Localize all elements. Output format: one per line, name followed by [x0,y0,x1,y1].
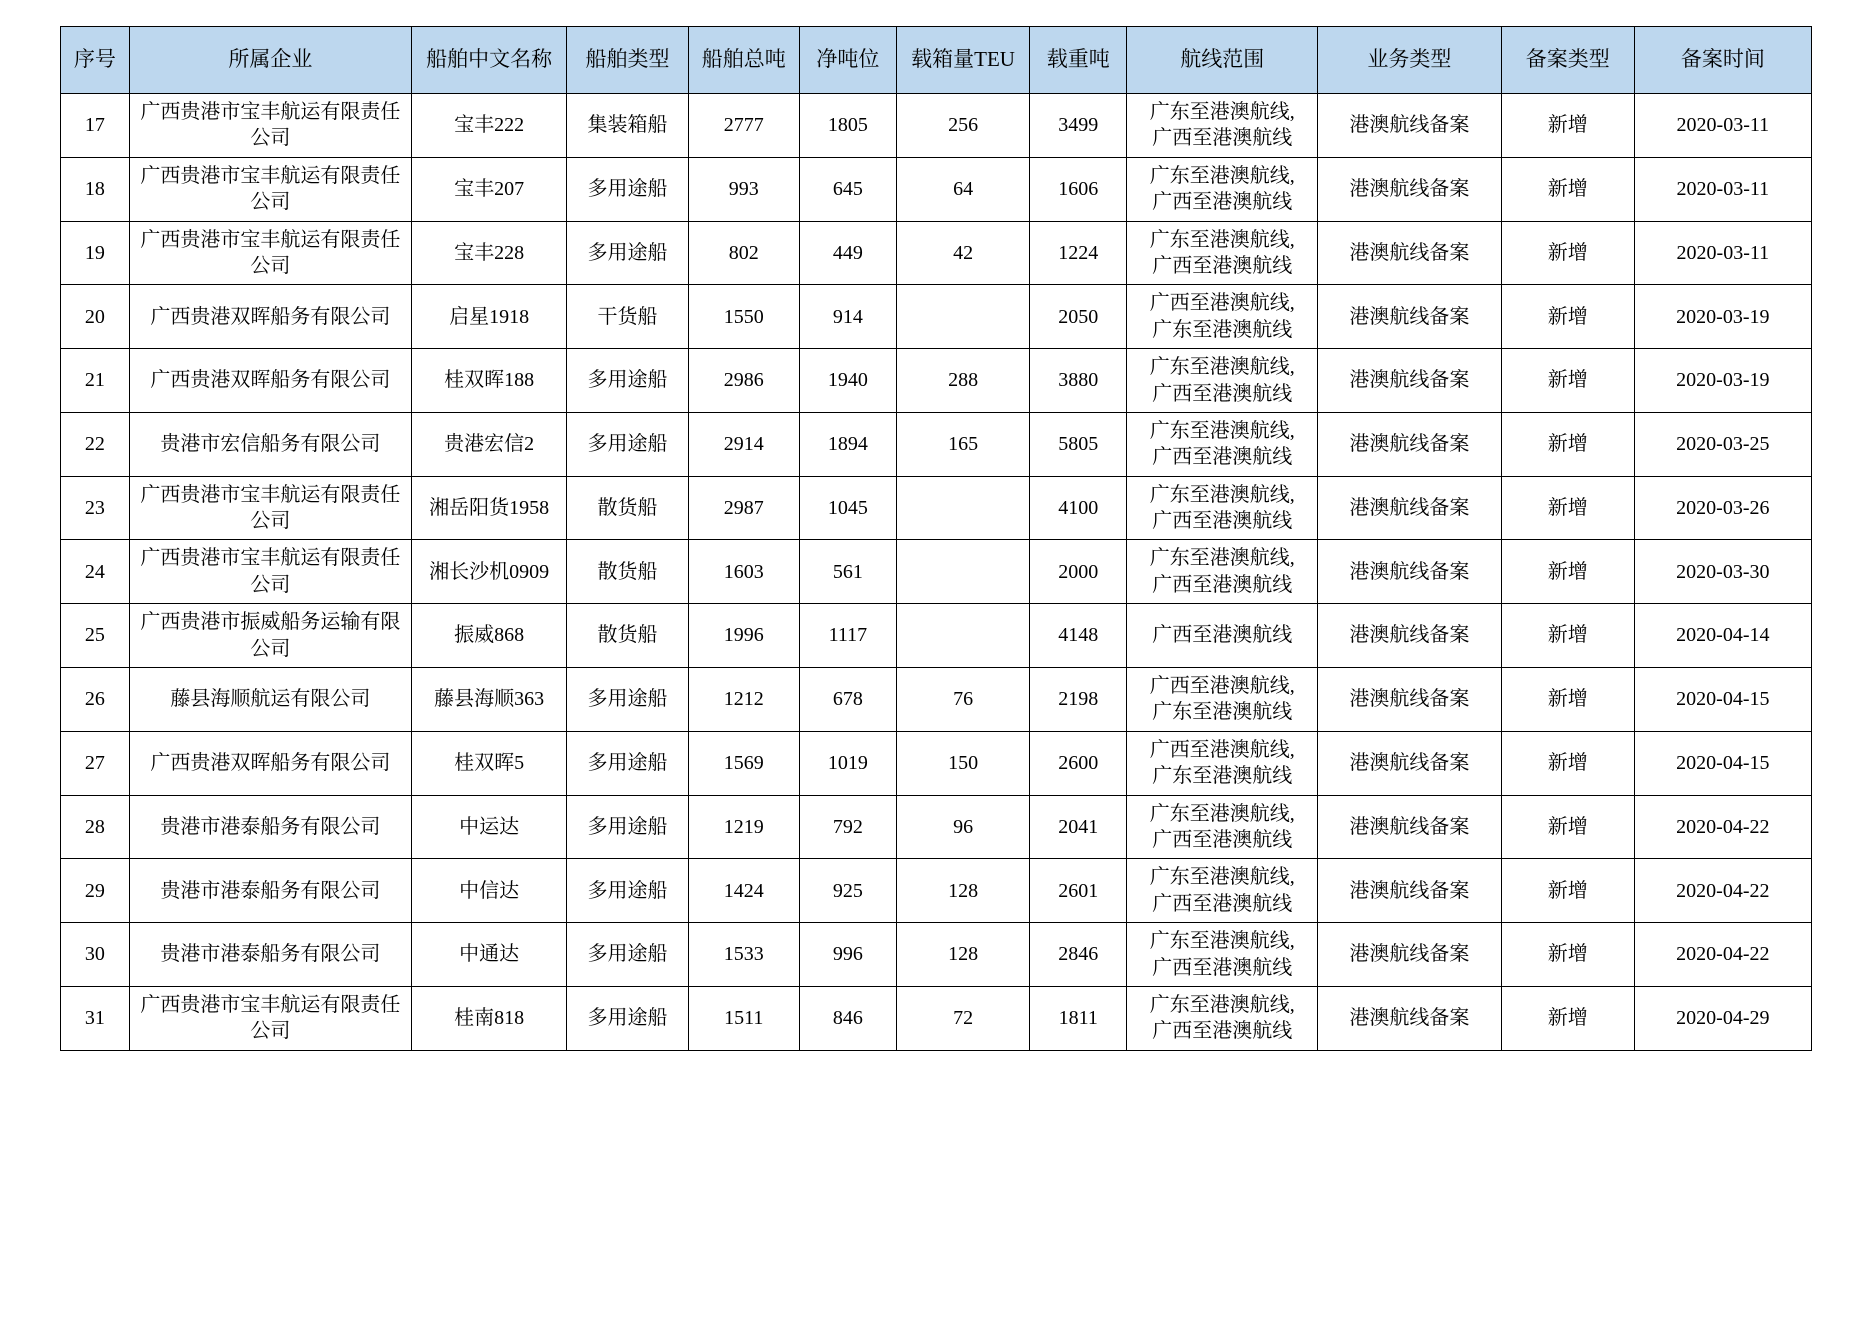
cell-deadweight: 2600 [1030,731,1127,795]
cell-deadweight: 3880 [1030,349,1127,413]
cell-index: 23 [61,476,130,540]
route-line: 广东至港澳航线, [1149,930,1295,953]
cell-business-type: 港澳航线备案 [1317,285,1501,349]
route-line: 广东至港澳航线, [1149,483,1295,506]
cell-gross-tonnage: 993 [688,157,799,221]
cell-record-type: 新增 [1501,986,1634,1050]
cell-teu [897,476,1030,540]
column-header-gross-tonnage: 船舶总吨 [688,27,799,94]
route-line: 广西至港澳航线 [1152,573,1293,596]
cell-index: 24 [61,540,130,604]
cell-ship-type: 多用途船 [567,668,689,732]
cell-teu: 288 [897,349,1030,413]
cell-gross-tonnage: 802 [688,221,799,285]
table-row [61,668,1812,732]
table-row [61,412,1812,476]
cell-gross-tonnage: 1996 [688,604,799,668]
cell-ship-type: 多用途船 [567,412,689,476]
cell-ship-type: 多用途船 [567,795,689,859]
cell-teu: 96 [897,795,1030,859]
cell-route [1127,94,1317,158]
column-header-record-type: 备案类型 [1501,27,1634,94]
cell-deadweight: 4148 [1030,604,1127,668]
cell-net-tonnage: 449 [799,221,896,285]
cell-business-type: 港澳航线备案 [1317,476,1501,540]
cell-route [1127,604,1317,668]
cell-ship-name: 振威868 [412,604,567,668]
table-row [61,795,1812,859]
cell-ship-type: 多用途船 [567,731,689,795]
cell-enterprise: 广西贵港市宝丰航运有限责任公司 [129,540,411,604]
cell-teu: 256 [897,94,1030,158]
cell-enterprise: 广西贵港市宝丰航运有限责任公司 [129,986,411,1050]
cell-route [1127,157,1317,221]
cell-net-tonnage: 792 [799,795,896,859]
cell-record-date: 2020-03-19 [1634,285,1811,349]
cell-gross-tonnage: 1569 [688,731,799,795]
cell-route [1127,412,1317,476]
cell-ship-name: 桂双晖5 [412,731,567,795]
cell-record-date: 2020-03-11 [1634,94,1811,158]
table-body [61,94,1812,1051]
table-row [61,604,1812,668]
cell-ship-type: 散货船 [567,540,689,604]
cell-ship-type: 多用途船 [567,986,689,1050]
cell-enterprise: 广西贵港市宝丰航运有限责任公司 [129,476,411,540]
table-row [61,476,1812,540]
route-line: 广西至港澳航线, [1149,675,1295,698]
cell-index: 30 [61,923,130,987]
table-row [61,731,1812,795]
cell-record-date: 2020-04-15 [1634,731,1811,795]
route-line: 广西至港澳航线 [1152,956,1293,979]
cell-ship-name: 宝丰228 [412,221,567,285]
cell-index: 29 [61,859,130,923]
cell-index: 20 [61,285,130,349]
cell-route [1127,795,1317,859]
table-row [61,94,1812,158]
route-line: 广东至港澳航线, [1149,547,1295,570]
cell-net-tonnage: 925 [799,859,896,923]
cell-record-type: 新增 [1501,731,1634,795]
cell-index: 21 [61,349,130,413]
cell-enterprise: 贵港市宏信船务有限公司 [129,412,411,476]
cell-ship-name: 中运达 [412,795,567,859]
cell-record-date: 2020-03-19 [1634,349,1811,413]
route-line: 广东至港澳航线, [1149,802,1295,825]
cell-deadweight: 1606 [1030,157,1127,221]
cell-ship-type: 多用途船 [567,157,689,221]
cell-record-type: 新增 [1501,795,1634,859]
route-line: 广东至港澳航线 [1152,765,1293,788]
cell-net-tonnage: 561 [799,540,896,604]
cell-business-type: 港澳航线备案 [1317,923,1501,987]
table-row [61,540,1812,604]
cell-ship-name: 湘岳阳货1958 [412,476,567,540]
cell-record-type: 新增 [1501,604,1634,668]
column-header-enterprise: 所属企业 [129,27,411,94]
cell-ship-name: 桂南818 [412,986,567,1050]
cell-index: 25 [61,604,130,668]
cell-net-tonnage: 1117 [799,604,896,668]
cell-record-type: 新增 [1501,540,1634,604]
cell-deadweight: 4100 [1030,476,1127,540]
table-row [61,157,1812,221]
cell-business-type: 港澳航线备案 [1317,349,1501,413]
cell-record-type: 新增 [1501,349,1634,413]
column-header-net-tonnage: 净吨位 [799,27,896,94]
table-header [61,27,1812,94]
cell-record-date: 2020-04-14 [1634,604,1811,668]
column-header-teu: 载箱量TEU [897,27,1030,94]
cell-net-tonnage: 846 [799,986,896,1050]
cell-net-tonnage: 1805 [799,94,896,158]
cell-route [1127,986,1317,1050]
cell-ship-name: 贵港宏信2 [412,412,567,476]
cell-enterprise: 广西贵港双晖船务有限公司 [129,349,411,413]
cell-ship-type: 散货船 [567,604,689,668]
cell-enterprise: 贵港市港泰船务有限公司 [129,795,411,859]
cell-record-date: 2020-04-29 [1634,986,1811,1050]
cell-deadweight: 2000 [1030,540,1127,604]
cell-teu [897,285,1030,349]
route-line: 广东至港澳航线 [1152,701,1293,724]
cell-index: 22 [61,412,130,476]
route-line: 广西至港澳航线 [1152,254,1293,277]
cell-route [1127,923,1317,987]
cell-record-type: 新增 [1501,157,1634,221]
cell-business-type: 港澳航线备案 [1317,540,1501,604]
cell-teu [897,540,1030,604]
cell-teu: 42 [897,221,1030,285]
cell-enterprise: 广西贵港市宝丰航运有限责任公司 [129,157,411,221]
cell-business-type: 港澳航线备案 [1317,94,1501,158]
cell-record-date: 2020-04-22 [1634,923,1811,987]
cell-business-type: 港澳航线备案 [1317,795,1501,859]
cell-route [1127,540,1317,604]
cell-record-date: 2020-03-26 [1634,476,1811,540]
cell-enterprise: 广西贵港市振威船务运输有限公司 [129,604,411,668]
cell-business-type: 港澳航线备案 [1317,157,1501,221]
table-row [61,923,1812,987]
route-line: 广东至港澳航线, [1149,419,1295,442]
cell-gross-tonnage: 1550 [688,285,799,349]
cell-net-tonnage: 678 [799,668,896,732]
column-header-deadweight: 载重吨 [1030,27,1127,94]
column-header-route: 航线范围 [1127,27,1317,94]
route-line: 广西至港澳航线 [1152,127,1293,150]
column-header-record-date: 备案时间 [1634,27,1811,94]
cell-business-type: 港澳航线备案 [1317,731,1501,795]
cell-ship-type: 多用途船 [567,349,689,413]
cell-gross-tonnage: 2914 [688,412,799,476]
cell-index: 18 [61,157,130,221]
cell-gross-tonnage: 2986 [688,349,799,413]
cell-business-type: 港澳航线备案 [1317,221,1501,285]
cell-gross-tonnage: 2777 [688,94,799,158]
cell-teu: 72 [897,986,1030,1050]
cell-route [1127,476,1317,540]
route-line: 广西至港澳航线, [1149,292,1295,315]
route-line: 广西至港澳航线 [1152,1020,1293,1043]
cell-index: 28 [61,795,130,859]
cell-business-type: 港澳航线备案 [1317,412,1501,476]
table-row [61,986,1812,1050]
cell-net-tonnage: 996 [799,923,896,987]
cell-index: 26 [61,668,130,732]
cell-deadweight: 2601 [1030,859,1127,923]
ship-record-table [60,26,1812,1051]
cell-ship-type: 多用途船 [567,923,689,987]
cell-ship-name: 桂双晖188 [412,349,567,413]
cell-teu: 128 [897,923,1030,987]
cell-ship-name: 启星1918 [412,285,567,349]
cell-record-date: 2020-03-11 [1634,221,1811,285]
cell-gross-tonnage: 1219 [688,795,799,859]
route-line: 广东至港澳航线, [1149,993,1295,1016]
cell-ship-type: 多用途船 [567,221,689,285]
cell-business-type: 港澳航线备案 [1317,668,1501,732]
cell-teu: 128 [897,859,1030,923]
cell-record-type: 新增 [1501,412,1634,476]
cell-record-date: 2020-04-22 [1634,795,1811,859]
cell-gross-tonnage: 1511 [688,986,799,1050]
cell-ship-type: 多用途船 [567,859,689,923]
route-line: 广西至港澳航线, [1149,738,1295,761]
cell-enterprise: 广西贵港双晖船务有限公司 [129,285,411,349]
column-header-index: 序号 [61,27,130,94]
cell-route [1127,731,1317,795]
cell-deadweight: 2050 [1030,285,1127,349]
table-row [61,221,1812,285]
route-line: 广东至港澳航线, [1149,866,1295,889]
cell-teu: 76 [897,668,1030,732]
cell-net-tonnage: 1894 [799,412,896,476]
cell-ship-name: 中信达 [412,859,567,923]
cell-ship-name: 中通达 [412,923,567,987]
cell-teu: 64 [897,157,1030,221]
cell-enterprise: 藤县海顺航运有限公司 [129,668,411,732]
route-line: 广西至港澳航线 [1152,892,1293,915]
cell-enterprise: 贵港市港泰船务有限公司 [129,859,411,923]
cell-record-date: 2020-03-11 [1634,157,1811,221]
column-header-business-type: 业务类型 [1317,27,1501,94]
cell-deadweight: 2198 [1030,668,1127,732]
cell-enterprise: 贵港市港泰船务有限公司 [129,923,411,987]
cell-deadweight: 1811 [1030,986,1127,1050]
cell-net-tonnage: 914 [799,285,896,349]
cell-record-type: 新增 [1501,476,1634,540]
table-header-row [61,27,1812,94]
route-line: 广东至港澳航线, [1149,164,1295,187]
cell-record-type: 新增 [1501,94,1634,158]
cell-teu: 165 [897,412,1030,476]
cell-deadweight: 3499 [1030,94,1127,158]
cell-route [1127,285,1317,349]
cell-route [1127,668,1317,732]
cell-gross-tonnage: 1603 [688,540,799,604]
table-row [61,349,1812,413]
cell-ship-name: 湘长沙机0909 [412,540,567,604]
column-header-ship-name: 船舶中文名称 [412,27,567,94]
cell-record-type: 新增 [1501,668,1634,732]
cell-record-type: 新增 [1501,221,1634,285]
cell-ship-type: 干货船 [567,285,689,349]
cell-index: 19 [61,221,130,285]
cell-net-tonnage: 1045 [799,476,896,540]
table-row [61,859,1812,923]
cell-business-type: 港澳航线备案 [1317,986,1501,1050]
route-line: 广东至港澳航线, [1149,228,1295,251]
cell-gross-tonnage: 2987 [688,476,799,540]
route-line: 广西至港澳航线 [1152,382,1293,405]
cell-ship-name: 宝丰207 [412,157,567,221]
cell-teu [897,604,1030,668]
route-line: 广东至港澳航线 [1152,318,1293,341]
cell-ship-name: 藤县海顺363 [412,668,567,732]
cell-record-date: 2020-04-15 [1634,668,1811,732]
cell-record-date: 2020-03-30 [1634,540,1811,604]
cell-deadweight: 2041 [1030,795,1127,859]
column-header-ship-type: 船舶类型 [567,27,689,94]
cell-route [1127,859,1317,923]
route-line: 广东至港澳航线, [1149,356,1295,379]
cell-business-type: 港澳航线备案 [1317,859,1501,923]
cell-ship-name: 宝丰222 [412,94,567,158]
cell-record-type: 新增 [1501,859,1634,923]
cell-net-tonnage: 1940 [799,349,896,413]
route-line: 广西至港澳航线 [1152,624,1293,647]
cell-deadweight: 1224 [1030,221,1127,285]
cell-business-type: 港澳航线备案 [1317,604,1501,668]
cell-record-date: 2020-03-25 [1634,412,1811,476]
cell-record-date: 2020-04-22 [1634,859,1811,923]
cell-enterprise: 广西贵港双晖船务有限公司 [129,731,411,795]
cell-gross-tonnage: 1533 [688,923,799,987]
cell-gross-tonnage: 1212 [688,668,799,732]
cell-ship-type: 集装箱船 [567,94,689,158]
route-line: 广西至港澳航线 [1152,191,1293,214]
cell-index: 17 [61,94,130,158]
cell-index: 31 [61,986,130,1050]
cell-enterprise: 广西贵港市宝丰航运有限责任公司 [129,221,411,285]
cell-record-type: 新增 [1501,923,1634,987]
cell-index: 27 [61,731,130,795]
cell-enterprise: 广西贵港市宝丰航运有限责任公司 [129,94,411,158]
cell-record-type: 新增 [1501,285,1634,349]
cell-deadweight: 2846 [1030,923,1127,987]
cell-net-tonnage: 1019 [799,731,896,795]
cell-net-tonnage: 645 [799,157,896,221]
route-line: 广西至港澳航线 [1152,510,1293,533]
route-line: 广东至港澳航线, [1149,101,1295,123]
cell-teu: 150 [897,731,1030,795]
cell-route [1127,221,1317,285]
cell-deadweight: 5805 [1030,412,1127,476]
cell-gross-tonnage: 1424 [688,859,799,923]
route-line: 广西至港澳航线 [1152,828,1293,851]
cell-route [1127,349,1317,413]
route-line: 广西至港澳航线 [1152,446,1293,469]
cell-ship-type: 散货船 [567,476,689,540]
table-row [61,285,1812,349]
